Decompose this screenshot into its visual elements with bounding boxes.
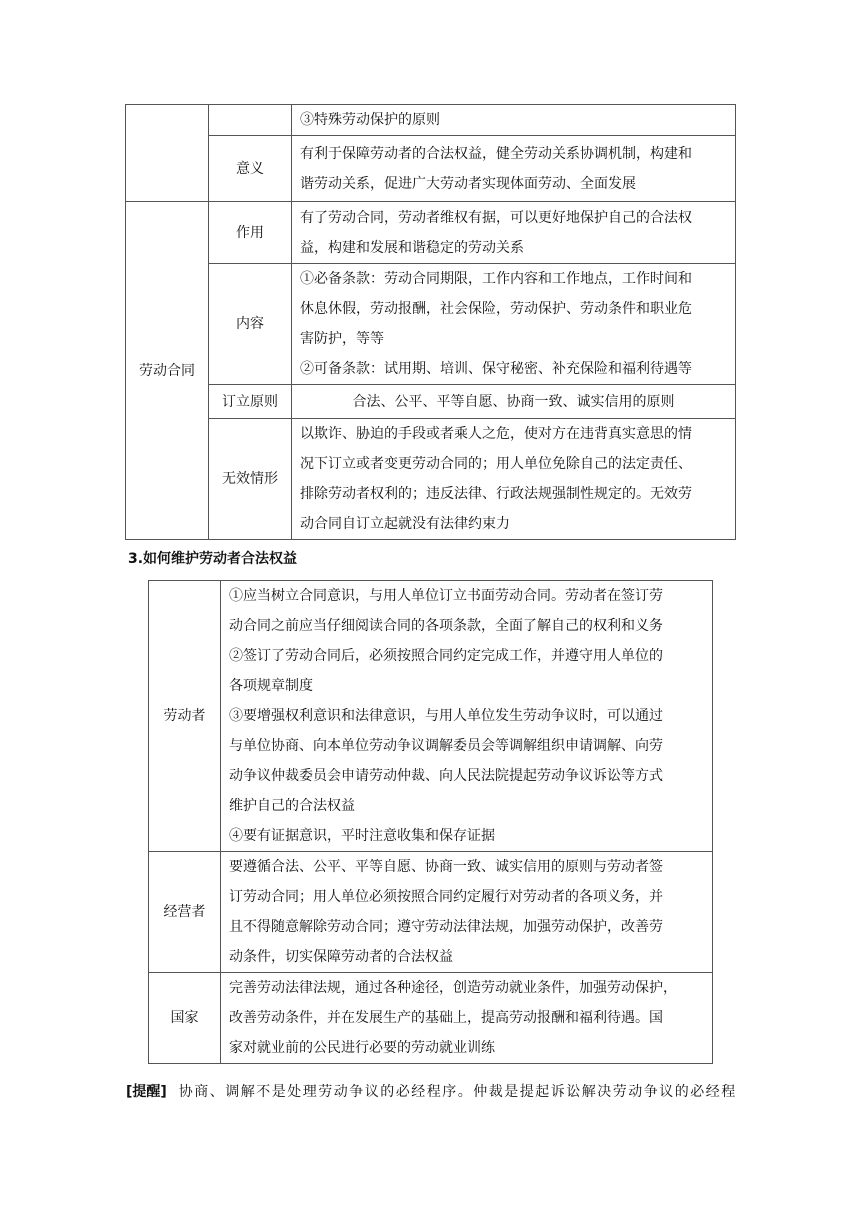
- reminder-tag: [提醒]: [126, 1084, 167, 1100]
- sub-label-cell: 作用: [209, 202, 292, 264]
- table-row: [126, 264, 736, 385]
- section-heading: 3.如何维护劳动者合法权益: [128, 551, 298, 567]
- table-row: [126, 105, 736, 136]
- rights-protection-table: [148, 580, 713, 1064]
- table-row: [149, 581, 713, 852]
- content-cell: ③特殊劳动保护的原则: [292, 105, 736, 136]
- table-row: [126, 385, 736, 419]
- row-label-cell: 经营者: [149, 852, 221, 973]
- sub-label-cell: 内容: [209, 264, 292, 385]
- content-cell: 完善劳动法律法规，通过各种途径，创造劳动就业条件，加强劳动保护， 改善劳动条件，并在发展生产的基础上，提高劳动报酬和福利待遇。国 家对就业前的公民进行必要的劳动就业训练: [221, 973, 713, 1064]
- content-cell: 合法、公平、平等自愿、协商一致、诚实信用的原则: [292, 385, 736, 419]
- content-cell: 有利于保障劳动者的合法权益，健全劳动关系协调机制，构建和 谐劳动关系，促进广大劳动者实现体面劳动、全面发展: [292, 136, 736, 202]
- table-row: [149, 973, 713, 1064]
- group-label-cell: 劳动合同: [126, 202, 209, 540]
- sub-label-cell: 意义: [209, 136, 292, 202]
- sub-label-cell: 订立原则: [209, 385, 292, 419]
- sub-label-cell: 无效情形: [209, 419, 292, 540]
- table-row: [126, 419, 736, 540]
- content-cell: ①应当树立合同意识，与用人单位订立书面劳动合同。劳动者在签订劳 动合同之前应当仔细阅读合同的各项条款，全面了解自己的权利和义务 ②签订了劳动合同后，必须按照合同约定完成工作，并遵守用人单位的 各项规章制度 ③要增强权利意识和法律意识，与用人单位发生劳动争议时，可以通过 与单位协商、向本单位劳动争议调解委员会等调解组织申请调解、向劳 动争议仲裁委员会申请劳动仲裁、向人民法院提起劳动争议诉讼等方式 维护自己的合法权益 ④要有证据意识，平时注意收集和保存证据: [221, 581, 713, 852]
- table-row: [149, 852, 713, 973]
- sub-label-cell-empty: [209, 105, 292, 136]
- reminder-note: [126, 1081, 737, 1101]
- group-cell-empty: [126, 105, 209, 202]
- content-cell: ①必备条款：劳动合同期限，工作内容和工作地点，工作时间和 休息休假，劳动报酬，社会保险，劳动保护、劳动条件和职业危 害防护，等等 ②可备条款：试用期、培训、保守秘密、补充保险和福利待遇等: [292, 264, 736, 385]
- content-cell: 以欺诈、胁迫的手段或者乘人之危，使对方在违背真实意思的情 况下订立或者变更劳动合同的；用人单位免除自己的法定责任、 排除劳动者权利的；违反法律、行政法规强制性规定的。无效劳 动合同自订立起就没有法律约束力: [292, 419, 736, 540]
- row-label-cell: 国家: [149, 973, 221, 1064]
- table-row: [126, 202, 736, 264]
- labor-contract-table: [125, 104, 736, 540]
- content-cell: 有了劳动合同，劳动者维权有据，可以更好地保护自己的合法权 益，构建和发展和谐稳定的劳动关系: [292, 202, 736, 264]
- reminder-text: 协商、调解不是处理劳动争议的必经程序。仲裁是提起诉讼解决劳动争议的必经程: [178, 1084, 737, 1100]
- content-cell: 要遵循合法、公平、平等自愿、协商一致、诚实信用的原则与劳动者签 订劳动合同；用人单位必须按照合同约定履行对劳动者的各项义务，并 且不得随意解除劳动合同；遵守劳动法律法规，加强劳动保护，改善劳 动条件，切实保障劳动者的合法权益: [221, 852, 713, 973]
- table-row: [126, 136, 736, 202]
- row-label-cell: 劳动者: [149, 581, 221, 852]
